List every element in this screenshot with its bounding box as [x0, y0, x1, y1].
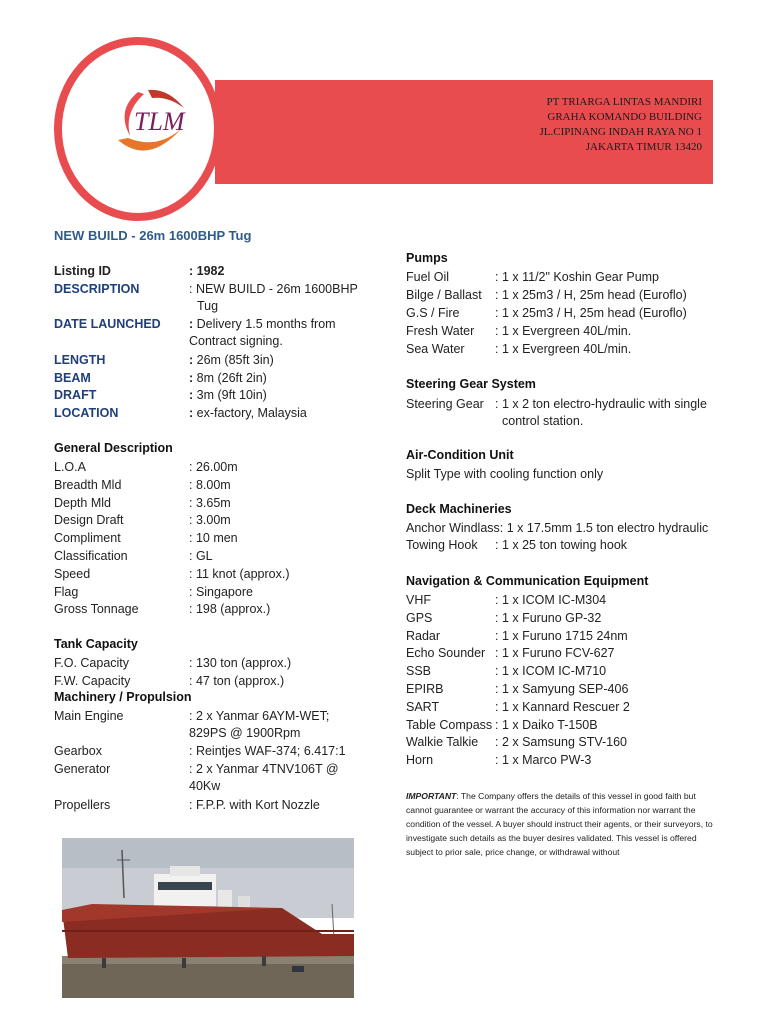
page-title: NEW BUILD - 26m 1600BHP Tug	[54, 228, 252, 243]
steering-gear-value-2: control station.	[502, 414, 584, 428]
listing-id-label: Listing ID	[54, 264, 111, 278]
generator-value: : 2 x Yanmar 4TNV106T @	[189, 762, 339, 776]
draft-label: DRAFT	[54, 388, 97, 402]
general-item-value: : 8.00m	[189, 477, 231, 492]
general-item-label: Classification	[54, 549, 128, 563]
nav-item-value: : 1 x ICOM IC-M304	[495, 593, 607, 607]
general-item-value: : 198 (approx.)	[189, 602, 271, 617]
nav-item-label: Horn	[406, 753, 434, 768]
length-label: LENGTH	[54, 353, 106, 367]
location-value	[189, 405, 307, 422]
date-prefix: :	[189, 317, 194, 331]
draft-value	[189, 387, 267, 404]
generator-label: Generator	[54, 762, 111, 776]
beam-label: BEAM	[54, 371, 91, 385]
description-label: DESCRIPTION	[54, 282, 140, 296]
tank-capacity-heading: Tank Capacity	[54, 637, 138, 651]
aircon-text: Split Type with cooling function only	[406, 467, 604, 481]
generator-value-2: 40Kw	[189, 779, 221, 793]
general-item-value: : 26.00m	[189, 460, 238, 474]
pump-item-value: : 1 x 25m3 / H, 25m head (Euroflo)	[495, 288, 687, 302]
pump-item-label: Bilge / Ballast	[406, 288, 482, 302]
machinery-heading: Machinery / Propulsion	[54, 690, 192, 704]
listing-id-value: : 1982	[189, 264, 225, 278]
location-prefix: :	[189, 406, 194, 420]
city-address: JAKARTA TIMUR 13420	[585, 141, 702, 153]
length-prefix: :	[189, 353, 194, 367]
nav-item-value: : 2 x Samsung STV-160	[495, 735, 628, 750]
general-item-label: Breadth Mld	[54, 477, 122, 492]
nav-item-value: : 1 x Daiko T-150B	[495, 717, 598, 732]
company-name: PT TRIARGA LINTAS MANDIRI	[546, 96, 702, 108]
general-item-value: : 3.00m	[189, 513, 231, 528]
general-item-value: : 10 men	[189, 531, 238, 546]
main-engine-value: : 2 x Yanmar 6AYM-WET;	[189, 709, 330, 723]
gearbox-label: Gearbox	[54, 744, 102, 758]
pumps-heading: Pumps	[406, 251, 448, 265]
nav-item-label: Table Compass	[406, 717, 493, 732]
tank-item-label: F.O. Capacity	[54, 656, 130, 670]
date-launched-value	[189, 316, 336, 333]
main-engine-value-2: 829PS @ 1900Rpm	[189, 726, 301, 740]
anchor-windlass-text: Anchor Windlass: 1 x 17.5mm 1.5 ton electro hydraulic	[406, 521, 709, 535]
general-item-value: : Singapore	[189, 584, 253, 599]
tank-item-value: : 47 ton (approx.)	[189, 673, 285, 688]
description-value: : NEW BUILD - 26m 1600BHP	[189, 282, 358, 296]
pump-item-label: G.S / Fire	[406, 306, 460, 320]
date-launched-label: DATE LAUNCHED	[54, 317, 161, 331]
important-label: IMPORTANT	[406, 791, 457, 801]
general-item-label: Flag	[54, 584, 79, 599]
general-item-label: Compliment	[54, 531, 121, 546]
pump-item-value: : 1 x Evergreen 40L/min.	[495, 342, 632, 356]
general-item-value: : 11 knot (approx.)	[189, 566, 290, 581]
general-item-value: : GL	[189, 549, 213, 563]
propellers-label: Propellers	[54, 798, 111, 812]
gearbox-value: : Reintjes WAF-374; 6.417:1	[189, 744, 346, 758]
length-text: 26m (85ft 3in)	[193, 353, 274, 367]
pump-item-value: : 1 x Evergreen 40L/min.	[495, 324, 632, 338]
location-text: ex-factory, Malaysia	[193, 406, 307, 420]
svg-text:TLM: TLM	[134, 107, 185, 136]
nav-item-label: SART	[406, 699, 440, 714]
location-label: LOCATION	[54, 406, 119, 420]
beam-prefix: :	[189, 371, 194, 385]
general-item-label: L.O.A	[54, 460, 86, 474]
general-item-value: : 3.65m	[189, 495, 231, 510]
date-value-1: Delivery 1.5 months from	[193, 317, 336, 331]
towing-hook-label: Towing Hook	[406, 538, 478, 552]
general-item-label: Depth Mld	[54, 495, 111, 510]
tank-item-value: : 130 ton (approx.)	[189, 656, 292, 670]
nav-item-value: : 1 x Marco PW-3	[495, 753, 592, 768]
steering-gear-value: : 1 x 2 ton electro-hydraulic with single	[495, 397, 707, 411]
steering-gear-label: Steering Gear	[406, 397, 484, 411]
important-notice	[406, 789, 716, 859]
nav-item-label: SSB	[406, 664, 432, 679]
tug-photo	[62, 838, 354, 998]
nav-item-value: : 1 x Samyung SEP-406	[495, 682, 629, 696]
general-description-heading: General Description	[54, 441, 173, 455]
nav-item-value: : 1 x Furuno GP-32	[495, 610, 602, 625]
nav-item-label: Radar	[406, 628, 441, 643]
pump-item-label: Fresh Water	[406, 324, 475, 338]
nav-item-label: VHF	[406, 593, 431, 607]
nav-heading: Navigation & Communication Equipment	[406, 574, 649, 588]
nav-item-label: EPIRB	[406, 682, 444, 696]
general-item-label: Gross Tonnage	[54, 602, 139, 617]
main-engine-label: Main Engine	[54, 709, 124, 723]
street-address: JL.CIPINANG INDAH RAYA NO 1	[539, 126, 702, 138]
general-item-label: Speed	[54, 566, 91, 581]
propellers-value: : F.P.P. with Kort Nozzle	[189, 798, 320, 812]
nav-item-value: : 1 x Furuno 1715 24nm	[495, 628, 628, 643]
nav-item-label: GPS	[406, 610, 433, 625]
pump-item-value: : 1 x 11/2" Koshin Gear Pump	[495, 270, 660, 284]
date-launched-value-2: Contract signing.	[189, 334, 283, 348]
nav-item-label: Echo Sounder	[406, 646, 486, 661]
beam-value	[189, 370, 267, 387]
general-item-label: Design Draft	[54, 513, 124, 528]
length-value	[189, 352, 274, 369]
beam-text: 8m (26ft 2in)	[193, 371, 267, 385]
company-logo	[108, 80, 192, 164]
nav-item-value: : 1 x Furuno FCV-627	[495, 646, 615, 661]
towing-hook-value: : 1 x 25 ton towing hook	[495, 538, 628, 552]
steering-heading: Steering Gear System	[406, 377, 536, 391]
pump-item-label: Fuel Oil	[406, 270, 450, 284]
important-text: : The Company offers the details of this vessel in good faith but cannot guarantee or warrant the accuracy of this information nor warrant the condition of the vessel. A buyer should instruct their agents, or their surveyors, to investigate such details as the buyer desires validated. This vessel is offered subject to prior sale, price change, or withdrawal without	[406, 791, 713, 857]
draft-prefix: :	[189, 388, 194, 402]
company-address	[540, 95, 702, 155]
description-value-2: Tug	[197, 299, 219, 313]
pump-item-value: : 1 x 25m3 / H, 25m head (Euroflo)	[495, 306, 687, 320]
deck-heading: Deck Machineries	[406, 502, 512, 516]
draft-text: 3m (9ft 10in)	[193, 388, 267, 402]
pump-item-label: Sea Water	[406, 342, 465, 356]
tank-item-label: F.W. Capacity	[54, 673, 131, 688]
aircon-heading: Air-Condition Unit	[406, 448, 514, 462]
building-name: GRAHA KOMANDO BUILDING	[547, 111, 702, 123]
nav-item-value: : 1 x Kannard Rescuer 2	[495, 699, 630, 714]
nav-item-value: : 1 x ICOM IC-M710	[495, 664, 607, 679]
nav-item-label: Walkie Talkie	[406, 735, 479, 750]
